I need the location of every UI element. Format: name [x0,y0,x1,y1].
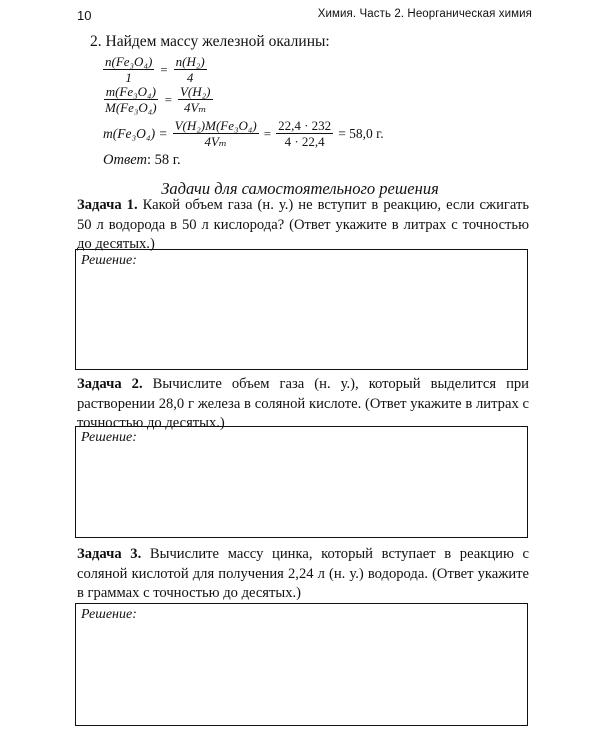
fraction-left [103,84,159,115]
numerator: V(H₂) [179,84,211,99]
numerator: n(H₂) [175,54,205,69]
solution-box-2[interactable] [75,426,528,538]
task-3-text [77,545,529,604]
section-title: Задачи для самостоятельного решения [161,179,439,198]
task-1-text [77,196,529,255]
task-statement: Вычислите объем газа (н. у.), который выделится при растворении 28,0 г железа в соляной кислоте. (Ответ укажите в литрах с точностью до десятых.) [77,376,529,431]
fraction-symbolic [173,118,259,149]
solution-box-3[interactable] [75,603,528,726]
running-title: Химия. Часть 2. Неорганическая химия [317,8,532,20]
task-statement: Вычислите массу цинка, который вступает в реакцию с соляной кислотой для получения 2,24 л (н. у.) водорода. (Ответ укажите в граммах с точностью до десятых.) [77,546,529,601]
formula-mole-ratio [103,54,207,85]
denominator: 4Vₘ [184,100,207,115]
denominator: 4Vₘ [204,134,227,149]
answer-label: Ответ [103,152,147,168]
numerator: n(Fe₃O₄) [105,54,153,69]
denominator: 1 [125,70,132,85]
formula-mass-calculation [103,118,384,149]
equals-sign: = [164,91,172,107]
formula-lhs: m(Fe₃O₄) = [103,125,168,141]
formula-result: = 58,0 г. [338,125,384,141]
solution-box-label: Решение: [81,430,137,445]
formula-mass-volume [103,84,213,115]
denominator: 4 · 22,4 [284,134,325,149]
numerator: 22,4 · 232 [278,118,332,133]
page-number: 10 [77,8,92,23]
solution-box-label: Решение: [81,607,137,622]
fraction-right [174,54,207,85]
numerator: m(Fe₃O₄) [105,84,156,99]
denominator: M(Fe₃O₄) [105,100,157,115]
denominator: 4 [186,70,194,85]
equals-sign: = [160,61,168,77]
fraction-right [178,84,213,115]
task-2-text [77,375,529,434]
task-label: Задача 3. [77,546,142,562]
fraction-left [103,54,154,85]
numerator: V(H₂)M(Fe₃O₄) [174,118,257,133]
solution-step-title: 2. Найдем массу железной окалины: [90,33,330,50]
task-label: Задача 2. [77,376,143,392]
equals-sign: = [263,125,272,141]
answer-line [103,152,181,169]
task-statement: Какой объем газа (н. у.) не вступит в реакцию, если сжигать 50 л водорода в 50 л кислорода? (Ответ укажите в литрах с точностью до десятых.) [77,197,530,252]
fraction-numeric [276,118,333,149]
answer-value: : 58 г. [146,152,181,168]
task-label: Задача 1. [77,197,138,213]
solution-box-1[interactable] [75,249,528,370]
solution-box-label: Решение: [81,253,137,268]
